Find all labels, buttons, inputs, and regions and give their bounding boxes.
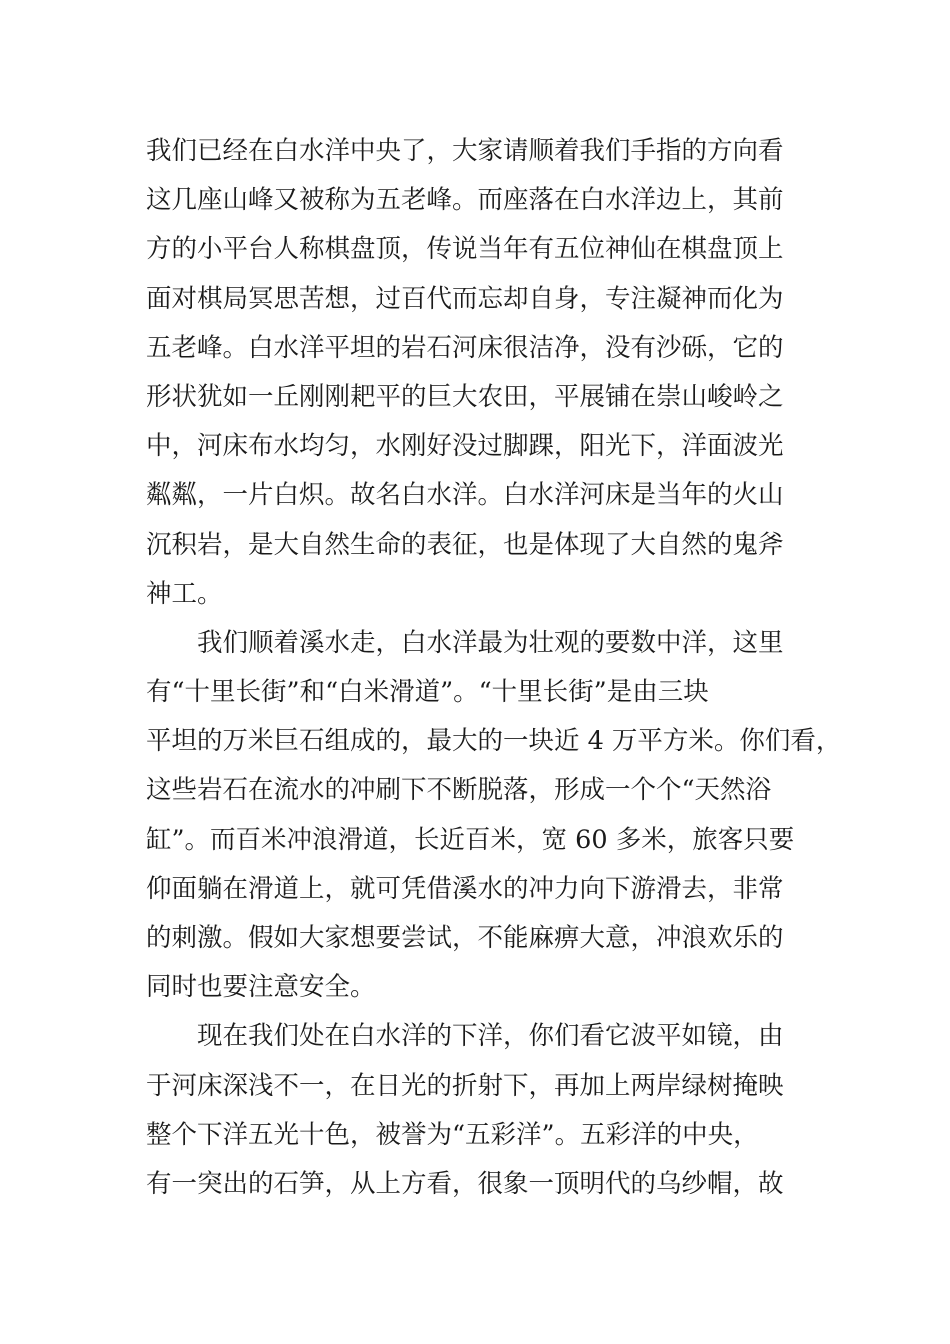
text-line-indented: 现在我们处在白水洋的下洋，你们看它波平如镜，由 xyxy=(197,1021,784,1052)
text-line: 形状犹如一丘刚刚耙平的巨大农田，平展铺在崇山峻岭之 xyxy=(146,381,784,412)
text-line: 神工。 xyxy=(146,578,223,609)
text-line: 仰面躺在滑道上，就可凭借溪水的冲力向下游滑去，非常 xyxy=(146,873,784,904)
text-line: 粼粼，一片白炽。故名白水洋。白水洋河床是当年的火山 xyxy=(146,480,784,511)
text-line: 方的小平台人称棋盘顶，传说当年有五位神仙在棋盘顶上 xyxy=(146,234,784,265)
text-line: 的刺激。假如大家想要尝试，不能麻痹大意，冲浪欢乐的 xyxy=(146,923,784,953)
document-body xyxy=(146,127,842,1209)
text-line: 我们已经在白水洋中央了，大家请顺着我们手指的方向看 xyxy=(146,136,784,166)
text-line: 这些岩石在流水的冲刷下不断脱落，形成一个个“天然浴 xyxy=(146,775,772,806)
text-line-indented: 我们顺着溪水走，白水洋最为壮观的要数中洋，这里 xyxy=(197,627,784,658)
text-line: 中，河床布水均匀，水刚好没过脚踝，阳光下，洋面波光 xyxy=(146,431,784,462)
text-line: 有“十里长街”和“白米滑道”。“十里长街”是由三块 xyxy=(146,677,709,708)
text-line: 面对棋局冥思苦想，过百代而忘却自身，专注凝神而化为 xyxy=(146,283,784,314)
text-line: 缸”。而百米冲浪滑道，长近百米，宽 60 多米，旅客只要 xyxy=(146,824,795,855)
text-line: 于河床深浅不一，在日光的折射下，再加上两岸绿树掩映 xyxy=(146,1070,784,1101)
text-line: 同时也要注意安全。 xyxy=(146,972,376,1003)
text-line: 有一突出的石笋，从上方看，很象一顶明代的乌纱帽，故 xyxy=(146,1168,784,1199)
text-line: 沉积岩，是大自然生命的表征，也是体现了大自然的鬼斧 xyxy=(146,529,784,560)
paragraph-1 xyxy=(146,127,832,619)
text-line: 五老峰。白水洋平坦的岩石河床很洁净，没有沙砾，它的 xyxy=(146,332,784,363)
paragraph-2 xyxy=(146,619,842,1013)
text-line: 这几座山峰又被称为五老峰。而座落在白水洋边上，其前 xyxy=(146,185,784,216)
text-line: 平坦的万米巨石组成的，最大的一块近 4 万平方米。你们看， xyxy=(146,726,842,757)
text-line: 整个下洋五光十色，被誉为“五彩洋”。五彩洋的中央， xyxy=(146,1119,759,1150)
paragraph-3 xyxy=(146,1012,832,1209)
